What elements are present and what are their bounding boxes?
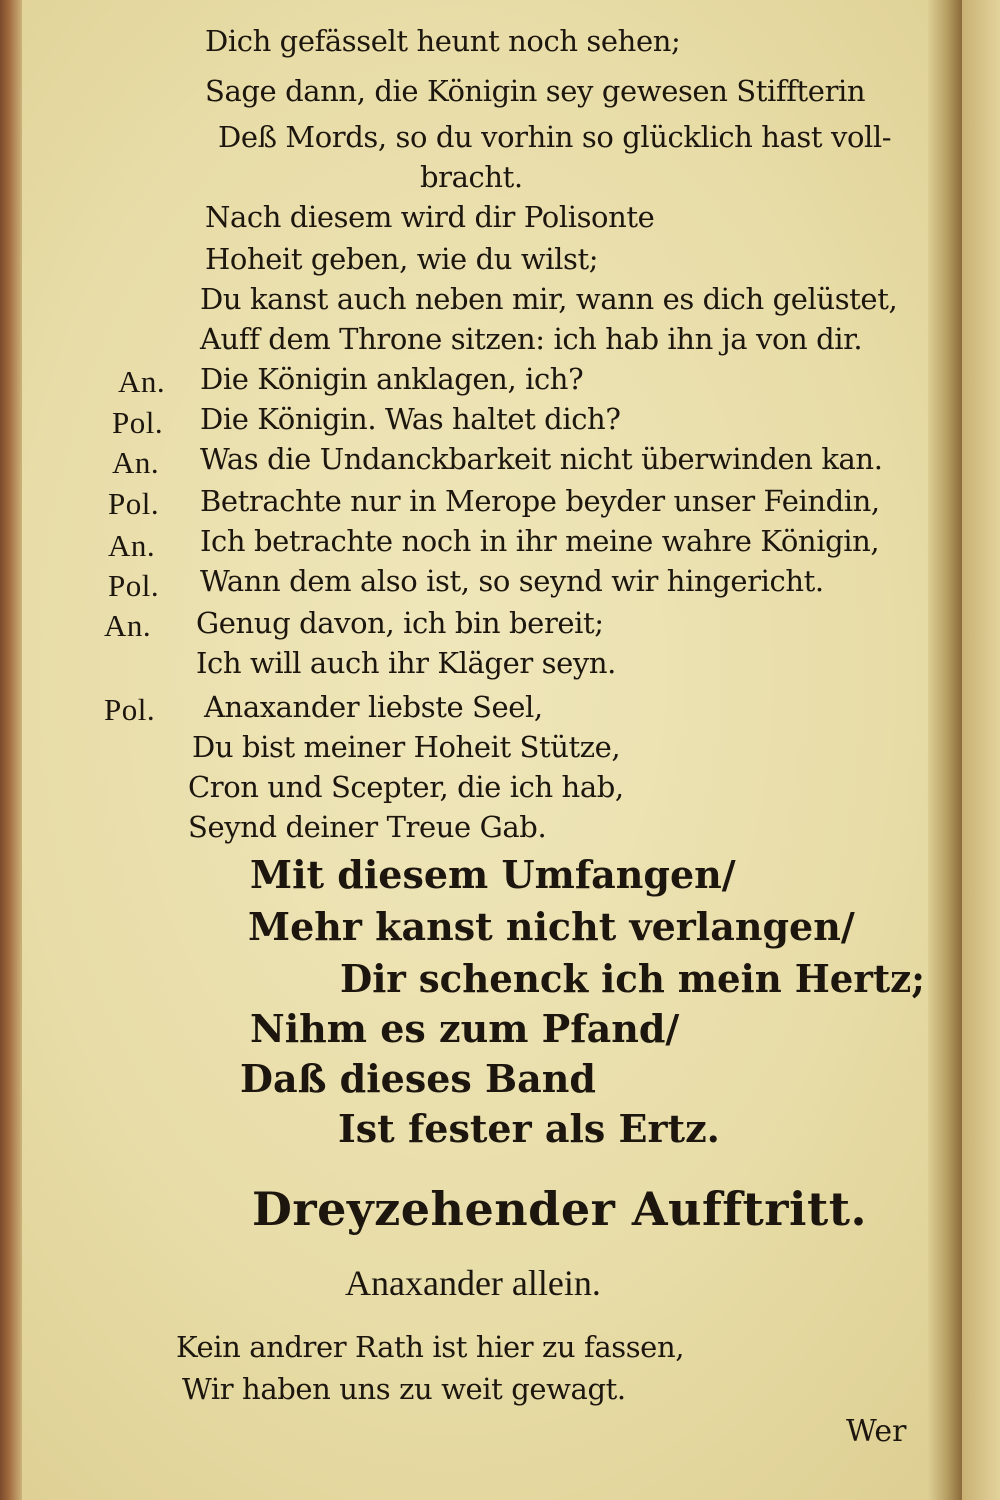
- speaker-label: An.: [104, 608, 152, 643]
- verse-line: Wir haben uns zu weit gewagt.: [182, 1372, 626, 1406]
- speaker-label: Pol.: [112, 405, 164, 440]
- verse-line: Die Königin. Was haltet dich?: [200, 402, 621, 436]
- facing-page-edge: [962, 0, 1000, 1500]
- song-line: Ist fester als Ertz.: [338, 1106, 720, 1151]
- verse-line: Betrachte nur in Merope beyder unser Feindin,: [200, 484, 880, 518]
- verse-line: Sage dann, die Königin sey gewesen Stiffterin: [205, 74, 866, 108]
- verse-line: Hoheit geben, wie du wilst;: [205, 242, 599, 276]
- verse-line: Die Königin anklagen, ich?: [200, 362, 584, 396]
- scene-subtitle: Anaxander allein.: [345, 1263, 601, 1303]
- page-gutter: [928, 0, 962, 1500]
- verse-line: Kein andrer Rath ist hier zu fassen,: [176, 1330, 685, 1364]
- verse-line: Was die Undanckbarkeit nicht überwinden kan.: [200, 442, 883, 476]
- verse-line: Seynd deiner Treue Gab.: [188, 810, 547, 844]
- catchword: Wer: [846, 1414, 907, 1449]
- verse-line: Ich betrachte noch in ihr meine wahre Königin,: [200, 524, 880, 558]
- speaker-label: Pol.: [104, 692, 156, 727]
- speaker-label: Pol.: [108, 486, 160, 521]
- song-line: Mehr kanst nicht verlangen/: [248, 904, 855, 949]
- verse-line: Nach diesem wird dir Polisonte: [205, 200, 655, 234]
- verse-line: Dich gefässelt heunt noch sehen;: [205, 24, 681, 58]
- book-edge-left: [0, 0, 22, 1500]
- speaker-label: An.: [118, 364, 166, 399]
- song-line: Mit diesem Umfangen/: [250, 852, 736, 897]
- speaker-label: An.: [112, 445, 160, 480]
- verse-line: Genug davon, ich bin bereit;: [196, 606, 604, 640]
- verse-line: Cron und Scepter, die ich hab,: [188, 770, 624, 804]
- speaker-label: An.: [108, 528, 156, 563]
- verse-line: bracht.: [420, 160, 523, 194]
- verse-line: Deß Mords, so du vorhin so glücklich hast voll-: [218, 120, 892, 154]
- verse-line: Ich will auch ihr Kläger seyn.: [196, 646, 616, 680]
- verse-line: Wann dem also ist, so seynd wir hingericht.: [200, 564, 824, 598]
- song-line: Dir schenck ich mein Hertz;: [340, 956, 925, 1001]
- verse-line: Du kanst auch neben mir, wann es dich gelüstet,: [200, 282, 898, 316]
- verse-line: Auff dem Throne sitzen: ich hab ihn ja von dir.: [200, 322, 863, 356]
- song-line: Nihm es zum Pfand/: [250, 1006, 680, 1051]
- verse-line: Du bist meiner Hoheit Stütze,: [192, 730, 621, 764]
- song-line: Daß dieses Band: [240, 1056, 596, 1101]
- scene-title: Dreyzehender Aufftritt.: [252, 1182, 868, 1236]
- verse-line: Anaxander liebste Seel,: [204, 690, 543, 724]
- speaker-label: Pol.: [108, 568, 160, 603]
